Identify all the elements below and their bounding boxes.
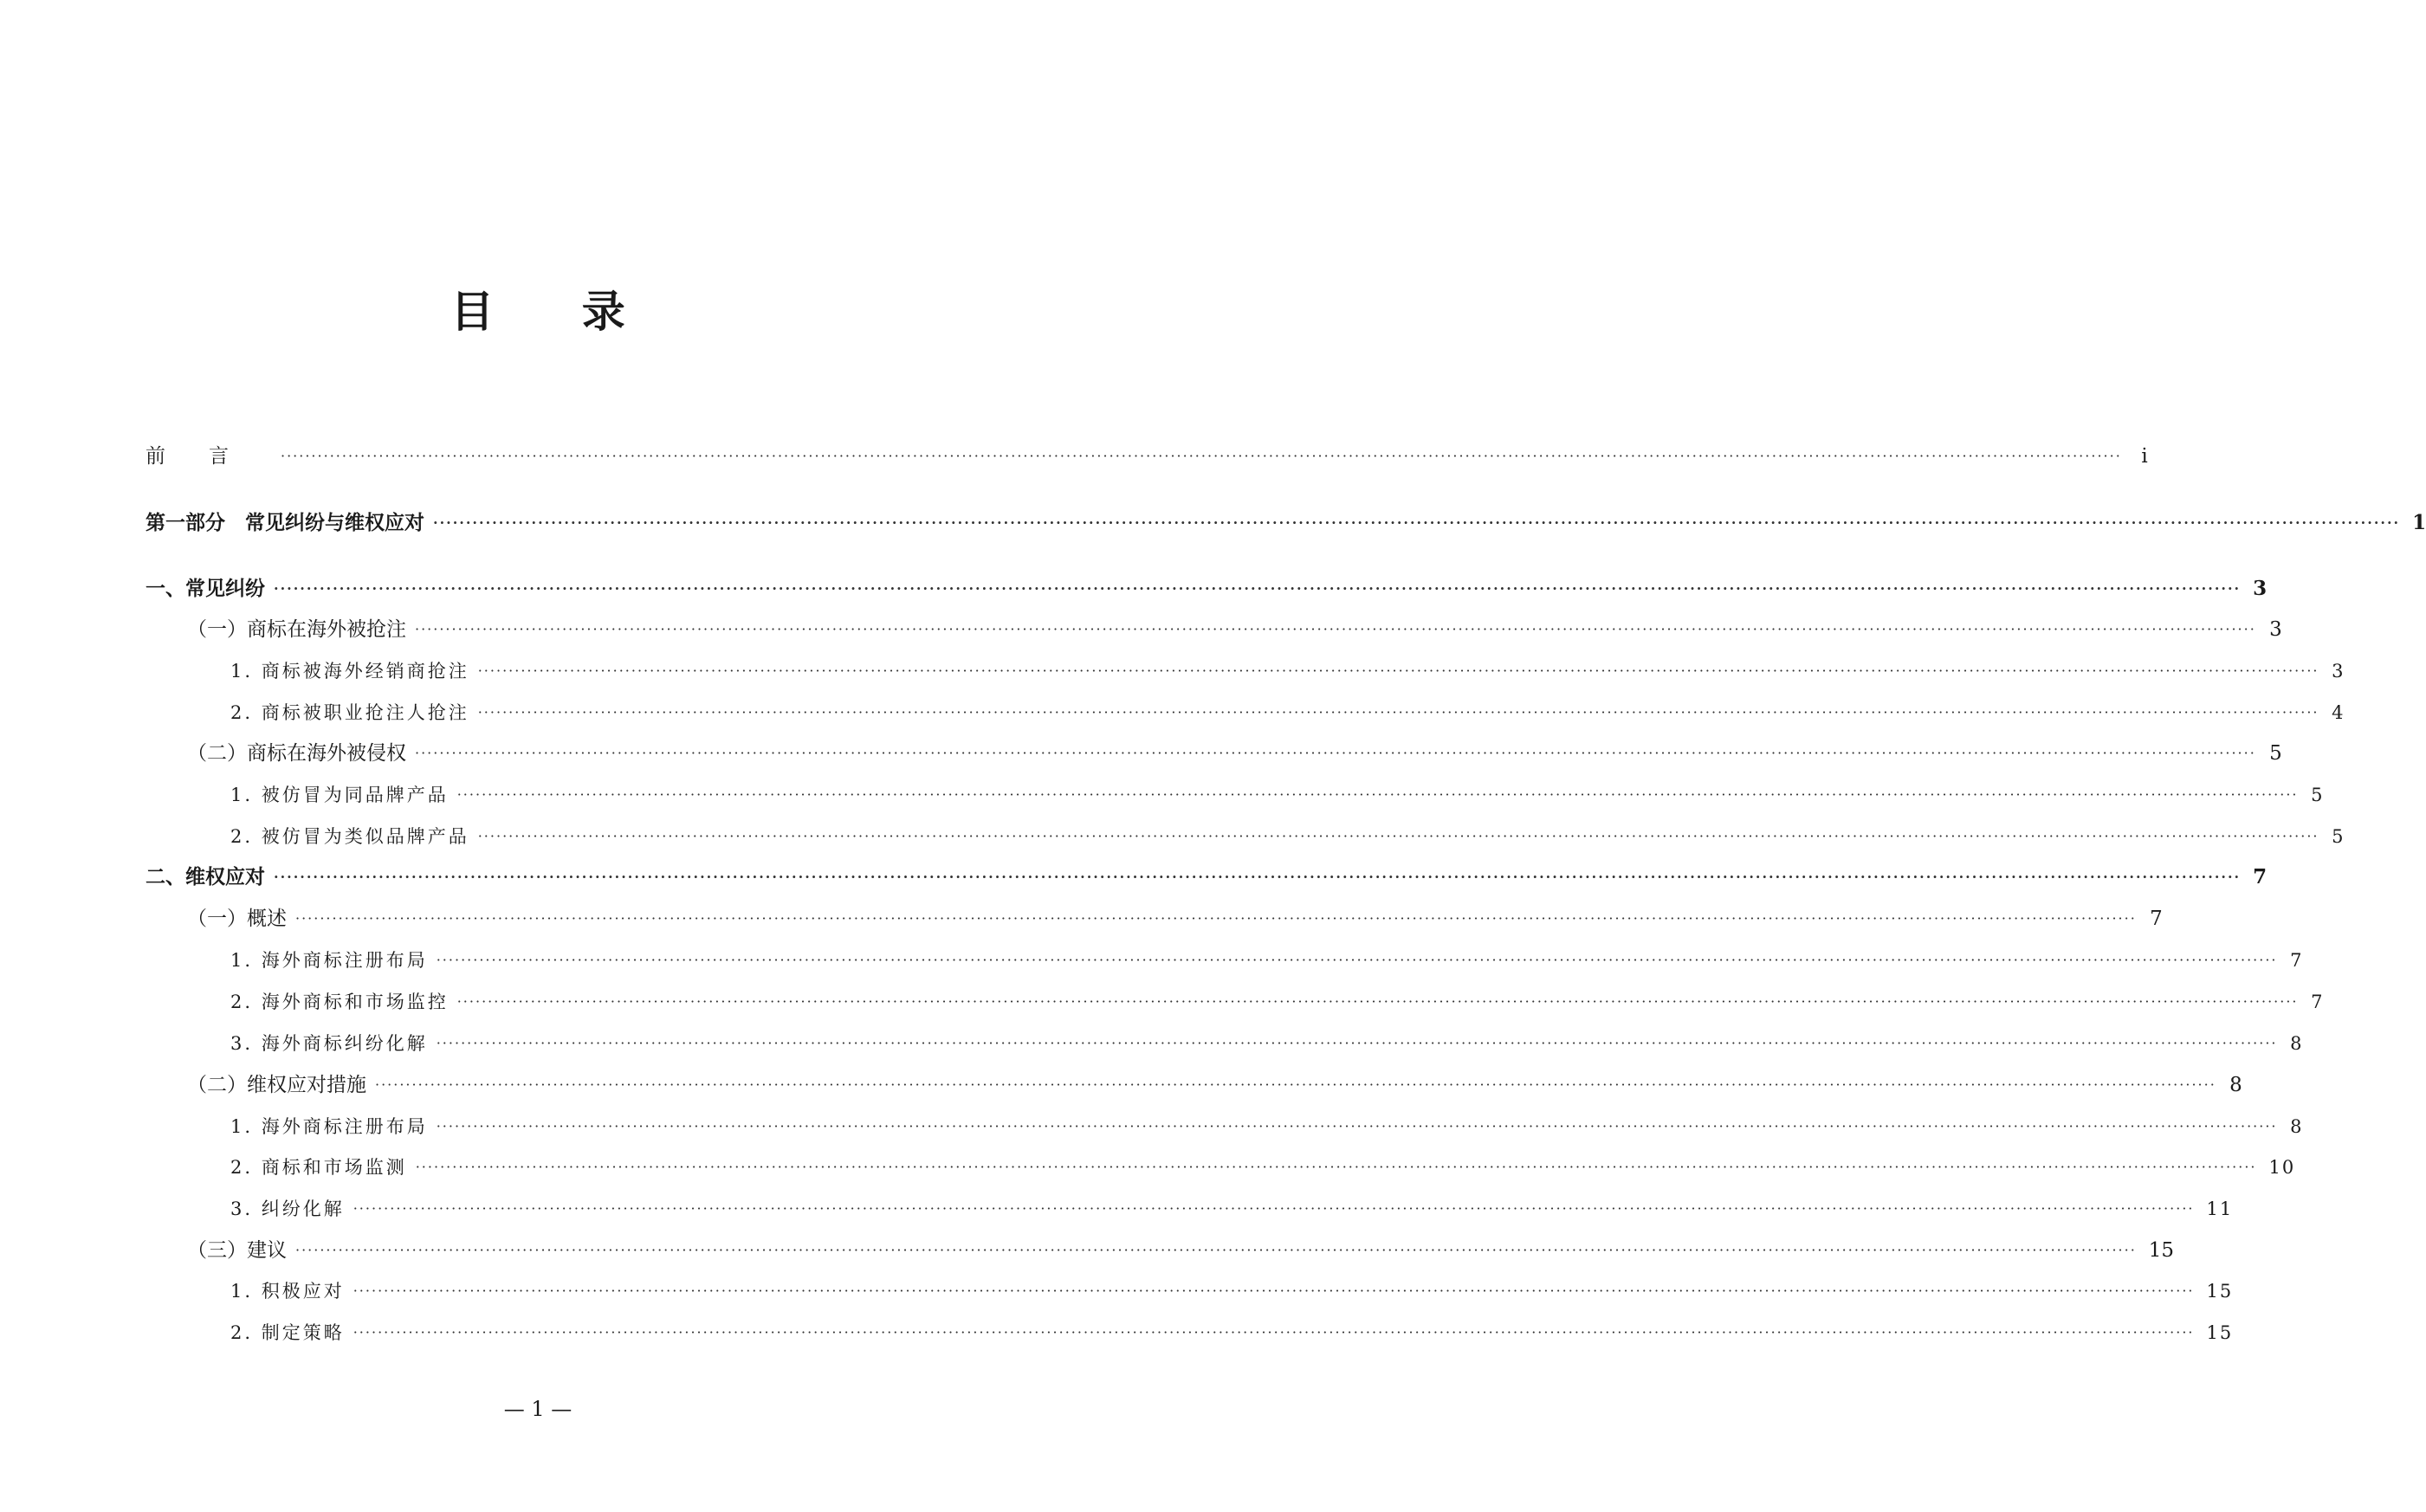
toc-entry[interactable]	[230, 656, 2345, 686]
toc-entry-page-number: 3	[2269, 618, 2282, 641]
toc-entry-label: 2. 商标被职业抢注人抢注	[230, 702, 469, 723]
toc-entry-label: （一）商标在海外被抢注	[187, 618, 406, 641]
toc-entry-page-number: 8	[2290, 1033, 2304, 1054]
toc-entry-page-number: 15	[2206, 1322, 2234, 1343]
toc-entry-label: 2. 制定策略	[230, 1322, 345, 1343]
dot-leader: ············································································································································································································································································································	[477, 828, 2319, 844]
toc-entry[interactable]	[187, 904, 2163, 934]
dot-leader: ············································································································································································································································································································	[274, 869, 2242, 885]
toc-entry[interactable]	[230, 1112, 2304, 1141]
toc-entry-page-number: 7	[2253, 865, 2268, 888]
toc-entry[interactable]	[146, 863, 2268, 892]
toc-entry-page-number: 4	[2332, 702, 2345, 723]
toc-entry-label: 1. 商标被海外经销商抢注	[230, 661, 469, 682]
toc-entry-page-number: 5	[2332, 826, 2345, 847]
toc-entry[interactable]	[187, 1236, 2175, 1265]
toc-entry[interactable]	[230, 946, 2304, 975]
toc-entry[interactable]	[230, 1194, 2234, 1224]
dot-leader: ············································································································································································································································································································	[295, 910, 2137, 927]
toc-entry-page-number: 5	[2311, 785, 2325, 805]
toc-entry-page-number: 8	[2229, 1074, 2242, 1096]
toc-entry-page-number: 10	[2268, 1157, 2296, 1178]
toc-entry[interactable]	[187, 1070, 2242, 1100]
dot-leader: ············································································································································································································································································································	[456, 993, 2299, 1010]
toc-entry-page-number: 15	[2148, 1239, 2175, 1262]
toc-entry[interactable]	[230, 1153, 2296, 1182]
toc-entry-label: 1. 积极应对	[230, 1281, 345, 1302]
page-title: 目 录	[450, 286, 662, 337]
dot-leader: ············································································································································································································································································································	[477, 662, 2319, 679]
toc-entry-page-number: 7	[2311, 992, 2325, 1012]
toc-entry[interactable]	[230, 1318, 2234, 1347]
toc-entry-label: 2. 海外商标和市场监控	[230, 992, 449, 1012]
toc-entry-label: 3. 海外商标纠纷化解	[230, 1033, 428, 1054]
dot-leader: ············································································································································································································································································································	[456, 786, 2299, 803]
dot-leader: ············································································································································································································································································································	[353, 1324, 2195, 1341]
toc-entry-page-number: 8	[2290, 1116, 2304, 1137]
toc-entry-page-number: 3	[2332, 661, 2345, 682]
toc-entry-page-number: 7	[2290, 950, 2304, 971]
toc-entry-label: （一）概述	[187, 908, 287, 930]
dot-leader: ············································································································································································································································································································	[353, 1200, 2195, 1217]
dot-leader: ············································································································································································································································································································	[436, 1035, 2278, 1051]
toc-entry-label: 3. 纠纷化解	[230, 1199, 345, 1219]
dot-leader: ············································································································································································································································································································	[477, 704, 2319, 720]
dot-leader: ············································································································································································································································································································	[375, 1076, 2216, 1093]
toc-entry[interactable]	[230, 987, 2325, 1017]
toc-entry-page-number: 11	[2206, 1199, 2234, 1219]
dot-leader: ············································································································································································································································································································	[415, 621, 2256, 637]
toc-entry[interactable]	[146, 508, 2426, 538]
toc-entry-label: 前言	[146, 445, 272, 468]
toc-entry-page-number: i	[2141, 445, 2148, 468]
toc-entry-label: （二）维权应对措施	[187, 1074, 366, 1096]
toc-entry-label: 2. 商标和市场监测	[230, 1157, 407, 1178]
toc-entry[interactable]	[146, 574, 2268, 604]
toc-entry-page-number: 3	[2253, 577, 2268, 600]
toc-entry-page-number: 7	[2150, 908, 2163, 930]
dot-leader: ············································································································································································································································································································	[436, 1118, 2278, 1134]
toc-entry-label: （二）商标在海外被侵权	[187, 742, 406, 765]
dot-leader: ············································································································································································································································································································	[295, 1242, 2137, 1258]
dot-leader: ············································································································································································································································································································	[281, 448, 2122, 464]
dot-leader: ············································································································································································································································································································	[433, 514, 2401, 531]
toc-entry[interactable]	[187, 615, 2282, 644]
toc-entry[interactable]	[230, 1029, 2304, 1058]
dot-leader: ············································································································································································································································································································	[436, 952, 2278, 968]
toc-entry-label: 1. 海外商标注册布局	[230, 950, 428, 971]
toc-entry[interactable]	[187, 739, 2282, 768]
toc-entry[interactable]	[230, 1276, 2234, 1306]
toc-entry-label: 二、维权应对	[146, 865, 265, 888]
page-number-footer: — 1 —	[503, 1397, 573, 1421]
dot-leader: ············································································································································································································································································································	[353, 1283, 2195, 1299]
toc-entry-page-number: 15	[2206, 1281, 2234, 1302]
toc-entry[interactable]	[230, 698, 2345, 727]
dot-leader: ············································································································································································································································································································	[415, 745, 2256, 761]
toc-entry[interactable]	[146, 442, 2148, 471]
toc-entry[interactable]	[230, 822, 2345, 851]
toc-entry-page-number: 5	[2269, 742, 2282, 765]
toc-entry-label: 2. 被仿冒为类似品牌产品	[230, 826, 469, 847]
toc-entry-label: 1. 被仿冒为同品牌产品	[230, 785, 449, 805]
toc-entry-page-number: 1	[2412, 511, 2426, 534]
toc-entry-label: 1. 海外商标注册布局	[230, 1116, 428, 1137]
toc-entry[interactable]	[230, 780, 2325, 810]
toc-entry-label: （三）建议	[187, 1239, 287, 1262]
toc-entry-label: 第一部分 常见纠纷与维权应对	[146, 511, 424, 534]
dot-leader: ············································································································································································································································································································	[415, 1159, 2257, 1175]
toc-entry-label: 一、常见纠纷	[146, 577, 265, 600]
dot-leader: ············································································································································································································································································································	[274, 580, 2242, 597]
